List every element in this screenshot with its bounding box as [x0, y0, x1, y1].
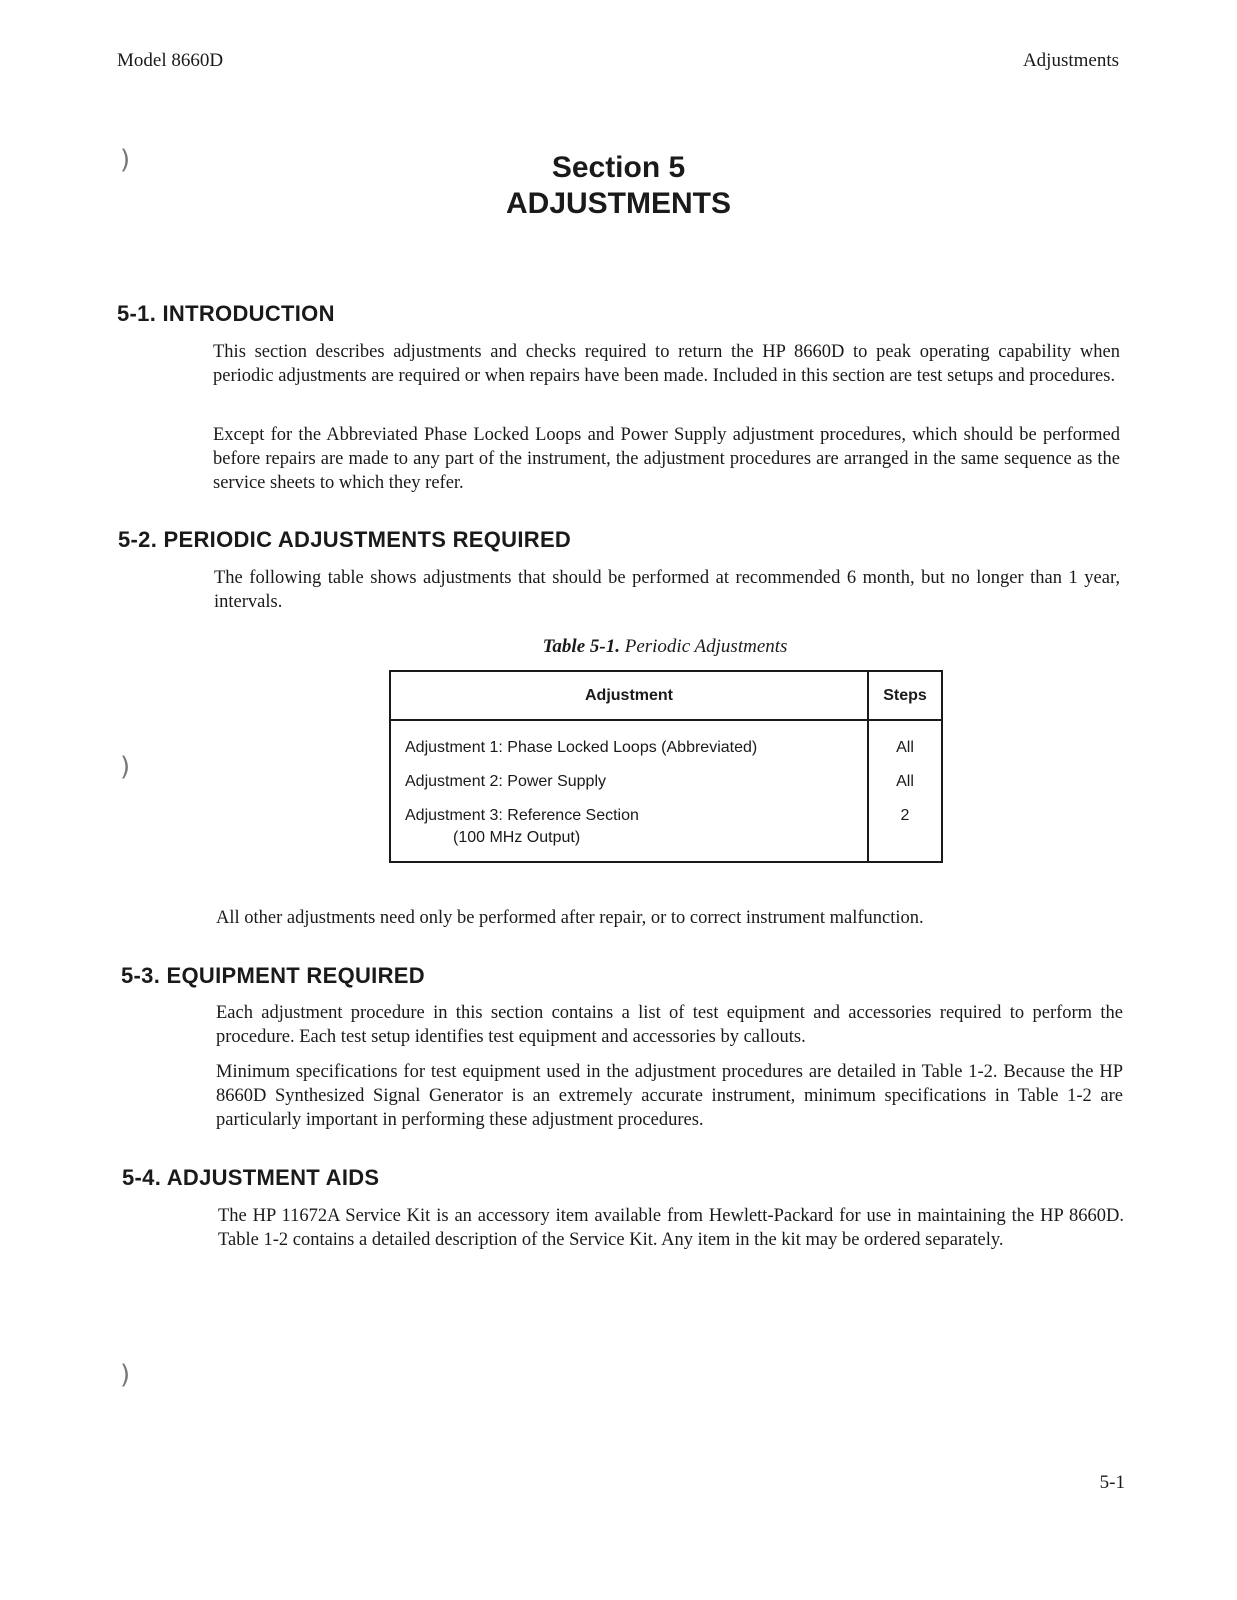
section-name: ADJUSTMENTS — [505, 187, 731, 220]
page-number: 5-1 — [1099, 1472, 1125, 1493]
table-row — [390, 765, 942, 799]
adjustment-cell — [390, 799, 868, 862]
periodic-adjustments-table — [389, 670, 943, 863]
table-caption — [0, 636, 1237, 658]
adjustment-name: Adjustment 2: Power Supply — [405, 773, 606, 790]
table-row — [390, 799, 942, 862]
table-caption-text: Periodic Adjustments — [624, 636, 788, 657]
binding-hole-mark: ) — [120, 145, 131, 175]
binding-hole-mark: ) — [120, 752, 131, 782]
heading-adjustment-aids: 5-4. ADJUSTMENT AIDS — [122, 1165, 380, 1190]
steps-cell: 2 — [900, 807, 910, 824]
adjustment-cell — [390, 765, 868, 799]
running-header-model: Model 8660D — [117, 50, 224, 71]
intro-paragraph-1: This section describes adjustments and checks required to return the HP 8660D to peak operating capability when periodic adjustments are required or when repairs have been made. Included in this section are test setups and procedures. — [213, 342, 1120, 386]
column-header-adjustment: Adjustment — [390, 671, 868, 720]
steps-cell: All — [896, 739, 914, 756]
equipment-paragraph-2: Minimum specifications for test equipment used in the adjustment procedures are detailed in Table 1-2. Because the HP 8660D Synthesized Signal Generator is an extremely accurate instrument, minimum specifications in Table 1-2 are particularly important in performing these adjustment procedures. — [216, 1062, 1123, 1130]
column-header-steps: Steps — [868, 671, 942, 720]
binding-hole-mark: ) — [120, 1360, 131, 1390]
section-title — [0, 150, 1237, 222]
periodic-paragraph-2: All other adjustments need only be performed after repair, or to correct instrument malfunction. — [216, 908, 924, 928]
adjustment-cell — [390, 720, 868, 765]
table-caption-label: Table 5-1. — [542, 636, 620, 657]
equipment-paragraph-1: Each adjustment procedure in this section contains a list of test equipment and accessories required to perform the procedure. Each test setup identifies test equipment and accessories by callouts. — [216, 1003, 1123, 1047]
heading-introduction: 5-1. INTRODUCTION — [117, 301, 335, 326]
heading-periodic-adjustments: 5-2. PERIODIC ADJUSTMENTS REQUIRED — [118, 527, 572, 552]
running-header-chapter: Adjustments — [1022, 50, 1119, 71]
adjustment-name: Adjustment 3: Reference Section — [405, 807, 639, 824]
heading-equipment-required: 5-3. EQUIPMENT REQUIRED — [121, 963, 425, 988]
periodic-paragraph-1: The following table shows adjustments that should be performed at recommended 6 month, but no longer than 1 year, intervals. — [214, 568, 1120, 612]
intro-paragraph-2: Except for the Abbreviated Phase Locked Loops and Power Supply adjustment procedures, which should be performed before repairs are made to any part of the instrument, the adjustment procedures are arranged in the same sequence as the service sheets to which they refer. — [213, 425, 1120, 493]
section-number: Section 5 — [551, 151, 686, 184]
steps-cell: All — [896, 773, 914, 790]
table-header-row — [390, 671, 942, 720]
aids-paragraph-1: The HP 11672A Service Kit is an accessory item available from Hewlett-Packard for use in maintaining the HP 8660D. Table 1-2 contains a detailed description of the Service Kit. Any item in the kit may be ordered separately. — [218, 1206, 1124, 1250]
adjustment-name: Adjustment 1: Phase Locked Loops (Abbreviated) — [405, 739, 758, 756]
table-row — [390, 720, 942, 765]
adjustment-subtitle: (100 MHz Output) — [453, 829, 581, 846]
